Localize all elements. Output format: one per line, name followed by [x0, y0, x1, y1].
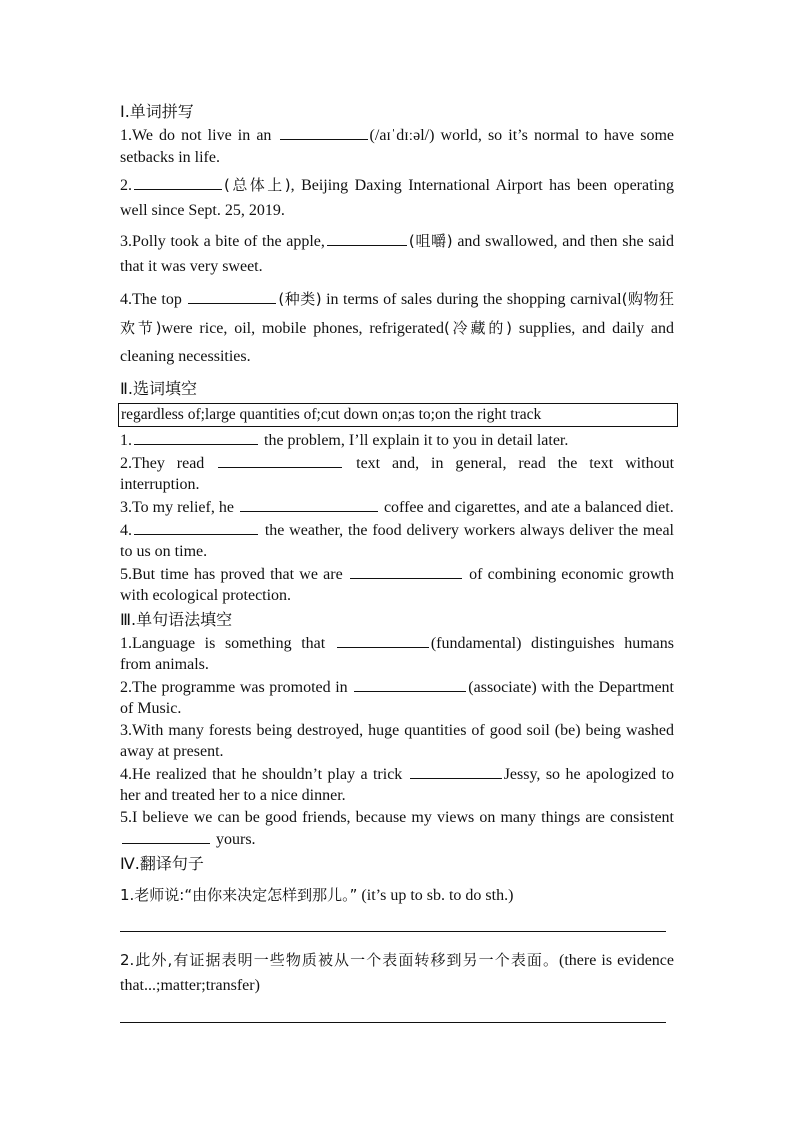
answer-blank[interactable]	[354, 676, 466, 692]
answer-blank[interactable]	[240, 496, 378, 512]
answer-blank[interactable]	[218, 452, 342, 468]
translation-question-1: 1.老师说:“由你来决定怎样到那儿。” (it’s up to sb. to do sth.)	[120, 886, 514, 904]
spelling-question-1: 1.We do not live in an (/aɪˈdɪːəl/) world, so it’s normal to have some setbacks in life.	[120, 124, 674, 169]
answer-blank[interactable]	[280, 124, 368, 140]
translation-answer-line-1[interactable]	[120, 917, 666, 932]
translation-question-2: 2.此外,有证据表明一些物质被从一个表面转移到另一个表面。(there is evidence that...;matter;transfer)	[120, 951, 674, 994]
word-bank-box: regardless of;large quantities of;cut down on;as to;on the right track	[118, 403, 678, 427]
word-choice-question-2: 2.They read text and, in general, read the text without interruption.	[120, 452, 674, 495]
word-choice-question-3: 3.To my relief, he coffee and cigarettes, and ate a balanced diet.	[120, 496, 674, 518]
answer-blank[interactable]	[122, 828, 210, 844]
spelling-question-2: 2. (总体上), Beijing Daxing International Airport has been operating well since Sept. 25, 2019.	[120, 176, 674, 219]
answer-blank[interactable]	[410, 763, 502, 779]
answer-blank[interactable]	[337, 632, 429, 648]
section-heading-grammar: Ⅲ.单句语法填空	[120, 610, 233, 629]
translation-answer-line-2[interactable]	[120, 1008, 666, 1023]
answer-blank[interactable]	[188, 288, 276, 304]
answer-blank[interactable]	[134, 174, 222, 190]
answer-blank[interactable]	[327, 230, 407, 246]
worksheet	[120, 100, 674, 1039]
section-heading-word-choice: Ⅱ.选词填空	[120, 379, 197, 398]
word-choice-question-4: 4. the weather, the food delivery workers always deliver the meal to us on time.	[120, 519, 674, 562]
word-choice-question-5: 5.But time has proved that we are of combining economic growth with ecological protection.	[120, 563, 674, 606]
word-choice-question-1: 1. the problem, I’ll explain it to you in detail later.	[120, 429, 674, 451]
grammar-question-4: 4.He realized that he shouldn’t play a trick Jessy, so he apologized to her and treated her to a nice dinner.	[120, 763, 674, 806]
answer-blank[interactable]	[350, 563, 462, 579]
answer-blank[interactable]	[134, 429, 258, 445]
section-heading-spelling: Ⅰ.单词拼写	[120, 102, 194, 121]
section-heading-translation: Ⅳ.翻译句子	[120, 854, 204, 873]
grammar-question-3: 3.With many forests being destroyed, huge quantities of good soil (be) being washed away at present.	[120, 722, 674, 760]
spelling-question-4: 4.The top (种类) in terms of sales during the shopping carnival(购物狂欢节)were rice, oil, mobile phones, refrigerated(冷藏的) supplies, and daily and cleaning necessities.	[120, 290, 674, 365]
answer-blank[interactable]	[134, 519, 258, 535]
grammar-question-5: 5.I believe we can be good friends, because my views on many things are consistent yours.	[120, 809, 674, 848]
spelling-question-3: 3.Polly took a bite of the apple, (咀嚼) and swallowed, and then she said that it was very sweet.	[120, 232, 674, 275]
grammar-question-1: 1.Language is something that (fundamental) distinguishes humans from animals.	[120, 632, 674, 675]
grammar-question-2: 2.The programme was promoted in (associate) with the Department of Music.	[120, 676, 674, 719]
